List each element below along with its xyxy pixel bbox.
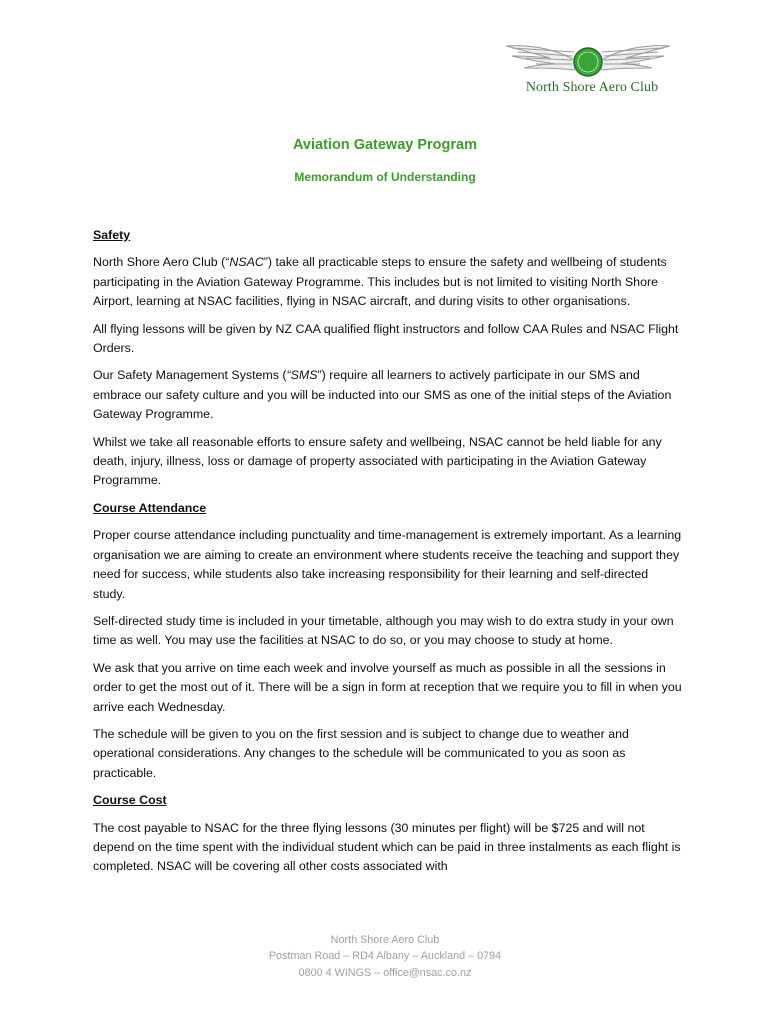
document-subtitle: Memorandum of Understanding (294, 170, 476, 184)
section-heading-safety: Safety (93, 228, 131, 242)
safety-paragraph-4: Whilst we take all reasonable efforts to ensure safety and wellbeing, NSAC cannot be held liable for any death, injury, illness, loss or damage of property associated with participating in the Aviation Gateway Programme. (93, 434, 662, 488)
section-heading-attendance: Course Attendance (93, 500, 207, 515)
footer-contact: 0800 4 WINGS – office@nsac.co.nz (298, 966, 472, 979)
wings-emblem-icon (502, 42, 674, 82)
safety-paragraph-2: All flying lessons will be given by NZ CAA qualified flight instructors and follow CAA Rules and NSAC Flight Orders. (93, 321, 679, 356)
attendance-paragraph-1: Proper course attendance including punctuality and time-management is extremely important. As a learning organisation we are aiming to create an environment where students receive the teaching and support they need for success, while students also take increasing responsibility for their learning and self-directed study. (93, 528, 682, 601)
safety-paragraph-3: Our Safety Management Systems (“SMS”) require all learners to actively participate in our SMS and embrace our safety culture and you will be inducted into our SMS as one of the initial steps of the Aviation Gateway Programme. (93, 368, 672, 422)
attendance-paragraph-4: The schedule will be given to you on the first session and is subject to change due to weather and operational considerations. Any changes to the schedule will be communicated to you as soon as practicable. (93, 726, 629, 780)
club-logo-name: North Shore Aero Club (525, 80, 659, 95)
document-body (93, 226, 683, 885)
cost-paragraph-1: The cost payable to NSAC for the three flying lessons (30 minutes per flight) will be $725 and will not depend on the time spent with the individual student which can be paid in three instalments as each flight is completed. NSAC will be covering all other costs associated with (93, 820, 681, 874)
attendance-paragraph-3: We ask that you arrive on time each week and involve yourself as much as possible in all the sessions in order to get the most out of it. There will be a sign in form at reception that we require you to fill in when you arrive each Wednesday. (93, 660, 682, 714)
club-logo (502, 42, 674, 98)
section-heading-cost: Course Cost (93, 793, 167, 808)
footer-club-name: North Shore Aero Club (330, 934, 440, 946)
safety-paragraph-1: North Shore Aero Club (“NSAC”) take all practicable steps to ensure the safety and wellbeing of students participating in the Aviation Gateway Programme. This includes but is not limited to visiting North Shore Airport, learning at NSAC facilities, flying in NSAC aircraft, and during visits to other organisations. (93, 255, 667, 309)
page-footer (0, 932, 770, 981)
attendance-paragraph-2: Self-directed study time is included in your timetable, although you may wish to do extra study in your own time as well. You may use the facilities at NSAC to do so, or you may choose to study at home. (93, 613, 674, 648)
document-title: Aviation Gateway Program (293, 137, 477, 153)
footer-address: Postman Road – RD4 Albany – Auckland – 0794 (268, 950, 502, 963)
